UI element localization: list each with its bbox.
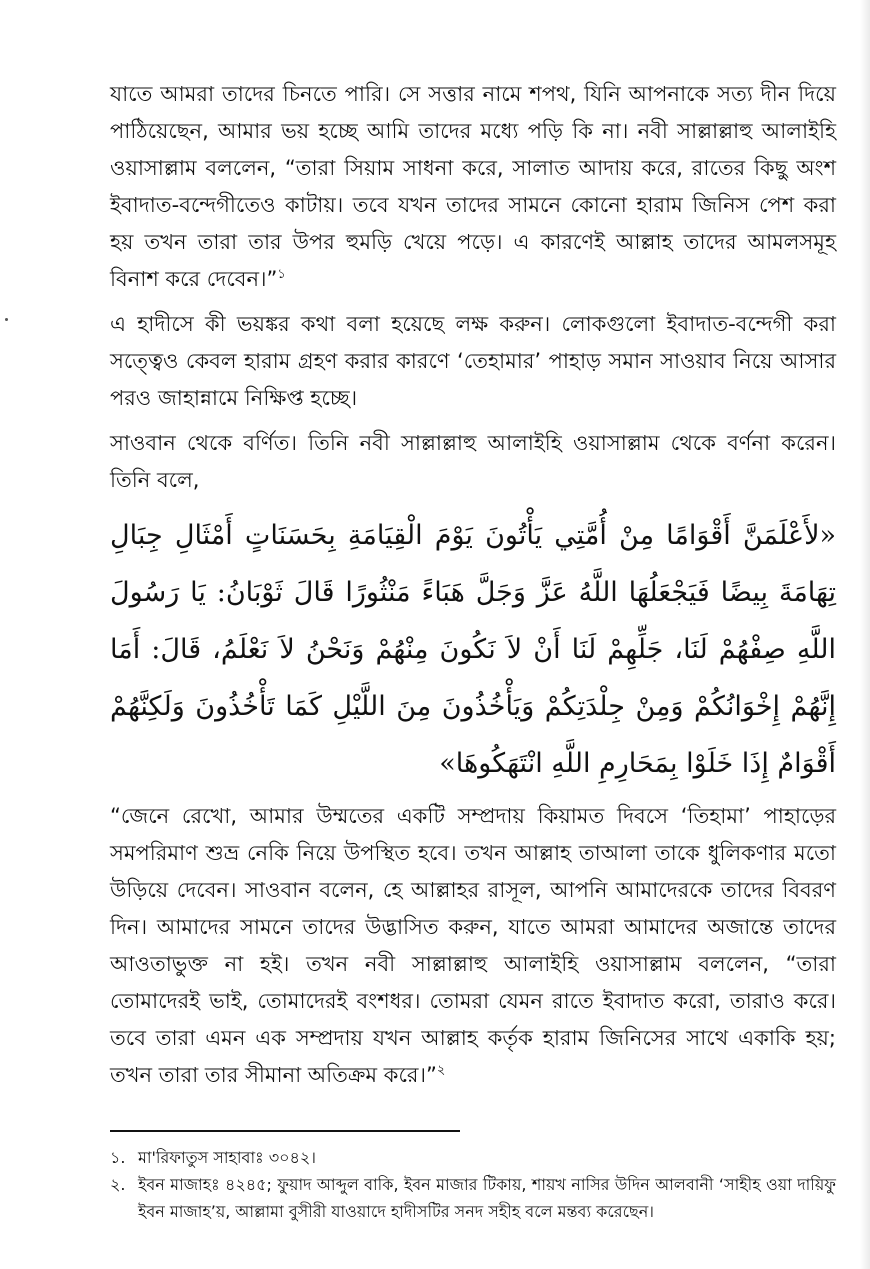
paragraph-text: যাতে আমরা তাদের চিনতে পারি। সে সত্তার নামে শপথ, যিনি আপনাকে সত্য দীন দিয়ে পাঠিয়েছেন, আমার ভয় হচ্ছে আমি তাদের মধ্যে পড়ি কি না। নবী সাল্লাল্লাহু আলাইহি ওয়াসাল্লাম বললেন, “তারা সিয়াম সাধনা করে, সালাত আদায় করে, রাতের কিছু অংশ ইবাদাত-বন্দেগীতেও কাটায়। তবে যখন তাদের সামনে কোনো হারাম জিনিস পেশ করা হয় তখন তারা তার উপর হুমড়ি খেয়ে পড়ে। এ কারণেই আল্লাহ তাদের আমলসমূহ বিনাশ করে দেবেন।” [110, 82, 836, 291]
footnote-item [110, 1171, 836, 1225]
narration-intro: সাওবান থেকে বর্ণিত। তিনি নবী সাল্লাল্লাহু আলাইহি ওয়াসাল্লাম থেকে বর্ণনা করেন। তিনি বলে, [110, 431, 836, 492]
footnote-divider [110, 1130, 460, 1132]
commentary-paragraph: এ হাদীসে কী ভয়ঙ্কর কথা বলা হয়েছে লক্ষ করুন। লোকগুলো ইবাদাত-বন্দেগী করা সত্ত্বেও কেবল হারাম গ্রহণ করার কারণে ‘তেহামার’ পাহাড় সমান সাওয়াব নিয়ে আসার পরও জাহান্নামে নিক্ষিপ্ত হচ্ছে। [110, 312, 836, 410]
page-edge-shadow [860, 0, 870, 1269]
translation-paragraph [110, 798, 836, 1094]
footnote-item [110, 1144, 836, 1171]
footnote-text: ইবন মাজাহঃ ৪২৪৫; ফুয়াদ আব্দুল বাকি, ইবন মাজার টিকায়, শায়খ নাসির উদিন আলবানী ‘সাহীহ ওয়া দায়িফু ইবন মাজাহ’য়, আল্লামা বুসীরী যাওয়াদে হাদীসটির সনদ সহীহ বলে মন্তব্য করেছেন। [138, 1175, 836, 1221]
footnote-marker-2: ২ [436, 1063, 446, 1078]
footnote-marker-1: ১ [277, 267, 286, 282]
footnotes [110, 1144, 836, 1225]
footnote-number: ১. [110, 1148, 126, 1167]
arabic-hadith-text: «لأَعْلَمَنَّ أَقْوَامًا مِنْ أُمَّتِي يَأْتُونَ يَوْمَ الْقِيَامَةِ بِحَسَنَاتٍ أَمْثَالِ جِبَالِ تِهَامَةَ بِيضًا فَيَجْعَلُهَا اللَّهُ عَزَّ وَجَلَّ هَبَاءً مَنْثُورًا قَالَ ثَوْبَانُ: يَا رَسُولَ اللَّهِ صِفْهُمْ لَنَا، جَلِّهِمْ لَنَا أَنْ لاَ نَكُونَ مِنْهُمْ وَنَحْنُ لاَ نَعْلَمُ، قَالَ: أَمَا إِنَّهُمْ إِخْوَانُكُمْ وَمِنْ جِلْدَتِكُمْ وَيَأْخُذُونَ مِنَ اللَّيْلِ كَمَا تَأْخُذُونَ وَلَكِنَّهُمْ أَقْوَامٌ إِذَا خَلَوْا بِمَحَارِمِ اللَّهِ انْتَهَكُوهَا» [110, 520, 836, 779]
scan-speck [5, 318, 8, 321]
footnote-text: মা'রিফাতুস সাহাবাঃ ৩০৪২। [138, 1148, 317, 1167]
footnote-number: ২. [110, 1175, 126, 1194]
translation-text: “জেনে রেখো, আমার উম্মতের একটি সম্প্রদায় কিয়ামত দিবসে ‘তিহামা’ পাহাড়ের সমপরিমাণ শুভ্র নেকি নিয়ে উপস্থিত হবে। তখন আল্লাহ তাআলা তাকে ধুলিকণার মতো উড়িয়ে দেবেন। সাওবান বলেন, হে আল্লাহর রাসূল, আপনি আমাদেরকে তাদের বিবরণ দিন। আমাদের সামনে তাদের উদ্ভাসিত করুন, যাতে আমরা আমাদের অজান্তে তাদের আওতাভুক্ত না হই। তখন নবী সাল্লাল্লাহু আলাইহি ওয়াসাল্লাম বললেন, “তারা তোমাদেরই ভাই, তোমাদেরই বংশধর। তোমরা যেমন রাতে ইবাদাত করো, তারাও করে। তবে তারা এমন এক সম্প্রদায় যখন আল্লাহ কর্তৃক হারাম জিনিসের সাথে একাকি হয়; তখন তারা তার সীমানা অতিক্রম করে।” [110, 804, 836, 1087]
hadith-paragraph-1 [110, 76, 836, 298]
